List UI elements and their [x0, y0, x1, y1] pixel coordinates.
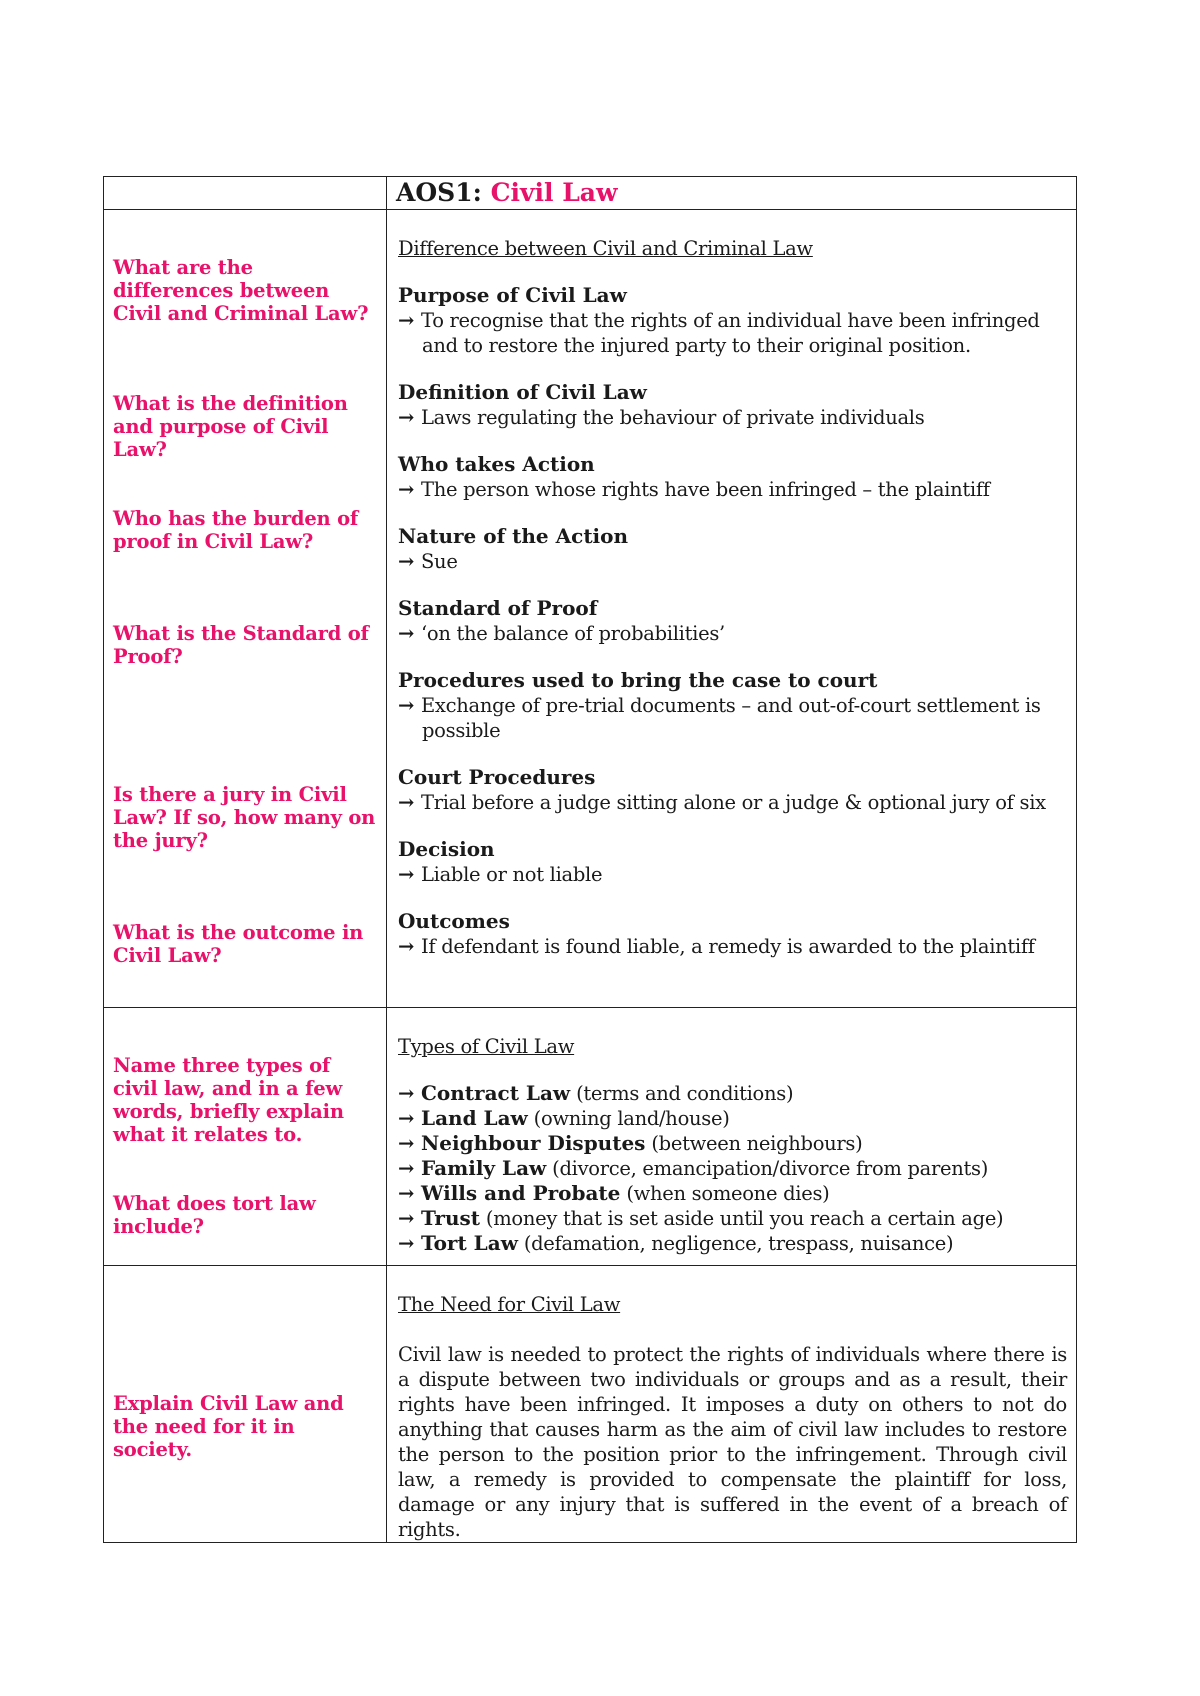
block-text: If defendant is found liable, a remedy is awarded to the plaintiff [421, 935, 1035, 958]
type-description: (defamation, negligence, trespass, nuisance) [523, 1232, 954, 1255]
block-text: ‘on the balance of probabilities’ [421, 622, 725, 645]
arrow-icon: → [398, 935, 415, 958]
block-text: Sue [421, 550, 458, 573]
type-description: (terms and conditions) [576, 1082, 794, 1105]
arrow-icon: → [398, 1207, 415, 1230]
notes-table [103, 176, 1077, 1543]
block-text-line [398, 477, 1067, 502]
section-heading: Types of Civil Law [398, 1035, 575, 1058]
type-description: (divorce, emancipation/divorce from parents) [552, 1157, 989, 1180]
section-heading: The Need for Civil Law [398, 1293, 621, 1316]
need-paragraph: Civil law is needed to protect the rights of individuals where there is a dispute between two individuals or groups and as a result, their rights have been infringed. It imposes a duty on others to not do anything that causes harm as the aim of civil law includes to restore the person to the position prior to the infringement. Through civil law, a remedy is provided to compensate the plaintiff for loss, damage or any injury that is suffered in the event of a breach of rights. [398, 1343, 1067, 1541]
question: What is the Standard of Proof? [113, 622, 369, 668]
page-title [387, 177, 1076, 209]
answer-block [398, 909, 1067, 959]
question: Explain Civil Law and the need for it in society. [113, 1392, 344, 1461]
block-text-line [398, 862, 1067, 887]
section3-row [104, 1266, 1077, 1543]
title-cell [387, 177, 1077, 210]
type-item [398, 1231, 1067, 1256]
arrow-icon: → [398, 622, 415, 645]
arrow-icon: → [398, 478, 415, 501]
block-text-line [398, 308, 1067, 358]
question: Who has the burden of proof in Civil Law? [113, 507, 359, 553]
block-heading: Procedures used to bring the case to court [398, 668, 878, 692]
block-text-line [398, 693, 1067, 743]
type-description: (owning land/house) [533, 1107, 730, 1130]
type-name: Tort Law [421, 1231, 518, 1255]
arrow-icon: → [398, 309, 415, 332]
arrow-icon: → [398, 1082, 415, 1105]
answer-block [398, 837, 1067, 887]
block-heading: Standard of Proof [398, 596, 598, 620]
question: What is the definition and purpose of Civil Law? [113, 392, 348, 461]
question: Name three types of civil law, and in a few words, briefly explain what it relates to. [113, 1054, 344, 1146]
section3-answers [387, 1266, 1077, 1543]
section2-row [104, 1008, 1077, 1266]
block-text: Liable or not liable [421, 863, 603, 886]
block-heading: Court Procedures [398, 765, 596, 789]
arrow-icon: → [398, 863, 415, 886]
type-name: Family Law [421, 1156, 547, 1180]
answer-block [398, 596, 1067, 646]
answer-block [398, 765, 1067, 815]
type-name: Neighbour Disputes [421, 1131, 646, 1155]
topic-label: Civil Law [490, 178, 618, 207]
answer-block [398, 668, 1067, 743]
types-list [398, 1081, 1067, 1256]
aos-label: AOS1: [396, 178, 482, 207]
type-item [398, 1156, 1067, 1181]
type-name: Trust [421, 1206, 481, 1230]
block-text: Laws regulating the behaviour of private individuals [421, 406, 925, 429]
block-text-line [398, 621, 1067, 646]
section2-questions [104, 1008, 387, 1266]
type-item [398, 1131, 1067, 1156]
section3-questions [104, 1266, 387, 1543]
arrow-icon: → [398, 406, 415, 429]
section1-row [104, 210, 1077, 1008]
type-description: (when someone dies) [626, 1182, 830, 1205]
answer-blocks [398, 283, 1067, 959]
block-text: The person whose rights have been infringed – the plaintiff [421, 478, 990, 501]
block-text-line [398, 549, 1067, 574]
title-row [104, 177, 1077, 210]
question: What does tort law include? [113, 1192, 316, 1238]
type-item [398, 1206, 1067, 1231]
block-text-line [398, 790, 1067, 815]
type-name: Wills and Probate [421, 1181, 621, 1205]
block-text: Exchange of pre-trial documents – and out-of-court settlement is possible [421, 694, 1041, 742]
block-heading: Outcomes [398, 909, 510, 933]
answer-block [398, 524, 1067, 574]
section-heading: Difference between Civil and Criminal Law [398, 237, 813, 260]
type-item [398, 1081, 1067, 1106]
answer-block [398, 283, 1067, 358]
section1-answers [387, 210, 1077, 1008]
block-text: Trial before a judge sitting alone or a judge & optional jury of six [421, 791, 1046, 814]
arrow-icon: → [398, 1157, 415, 1180]
answer-block [398, 380, 1067, 430]
question: What are the differences between Civil and Criminal Law? [113, 256, 369, 325]
arrow-icon: → [398, 694, 415, 717]
answer-block [398, 452, 1067, 502]
block-text-line [398, 934, 1067, 959]
block-heading: Purpose of Civil Law [398, 283, 627, 307]
type-description: (between neighbours) [651, 1132, 863, 1155]
type-description: (money that is set aside until you reach a certain age) [485, 1207, 1004, 1230]
question: Is there a jury in Civil Law? If so, how many on the jury? [113, 783, 376, 852]
type-item [398, 1181, 1067, 1206]
question: What is the outcome in Civil Law? [113, 921, 364, 967]
arrow-icon: → [398, 550, 415, 573]
arrow-icon: → [398, 1182, 415, 1205]
title-blank-cell [104, 177, 387, 210]
arrow-icon: → [398, 1132, 415, 1155]
type-name: Contract Law [421, 1081, 571, 1105]
block-heading: Definition of Civil Law [398, 380, 647, 404]
section2-answers [387, 1008, 1077, 1266]
block-heading: Decision [398, 837, 495, 861]
block-heading: Nature of the Action [398, 524, 629, 548]
type-item [398, 1106, 1067, 1131]
block-text: To recognise that the rights of an individual have been infringed and to restore the injured party to their original position. [421, 309, 1040, 357]
arrow-icon: → [398, 1232, 415, 1255]
block-text-line [398, 405, 1067, 430]
section1-questions [104, 210, 387, 1008]
arrow-icon: → [398, 791, 415, 814]
type-name: Land Law [421, 1106, 528, 1130]
block-heading: Who takes Action [398, 452, 595, 476]
arrow-icon: → [398, 1107, 415, 1130]
